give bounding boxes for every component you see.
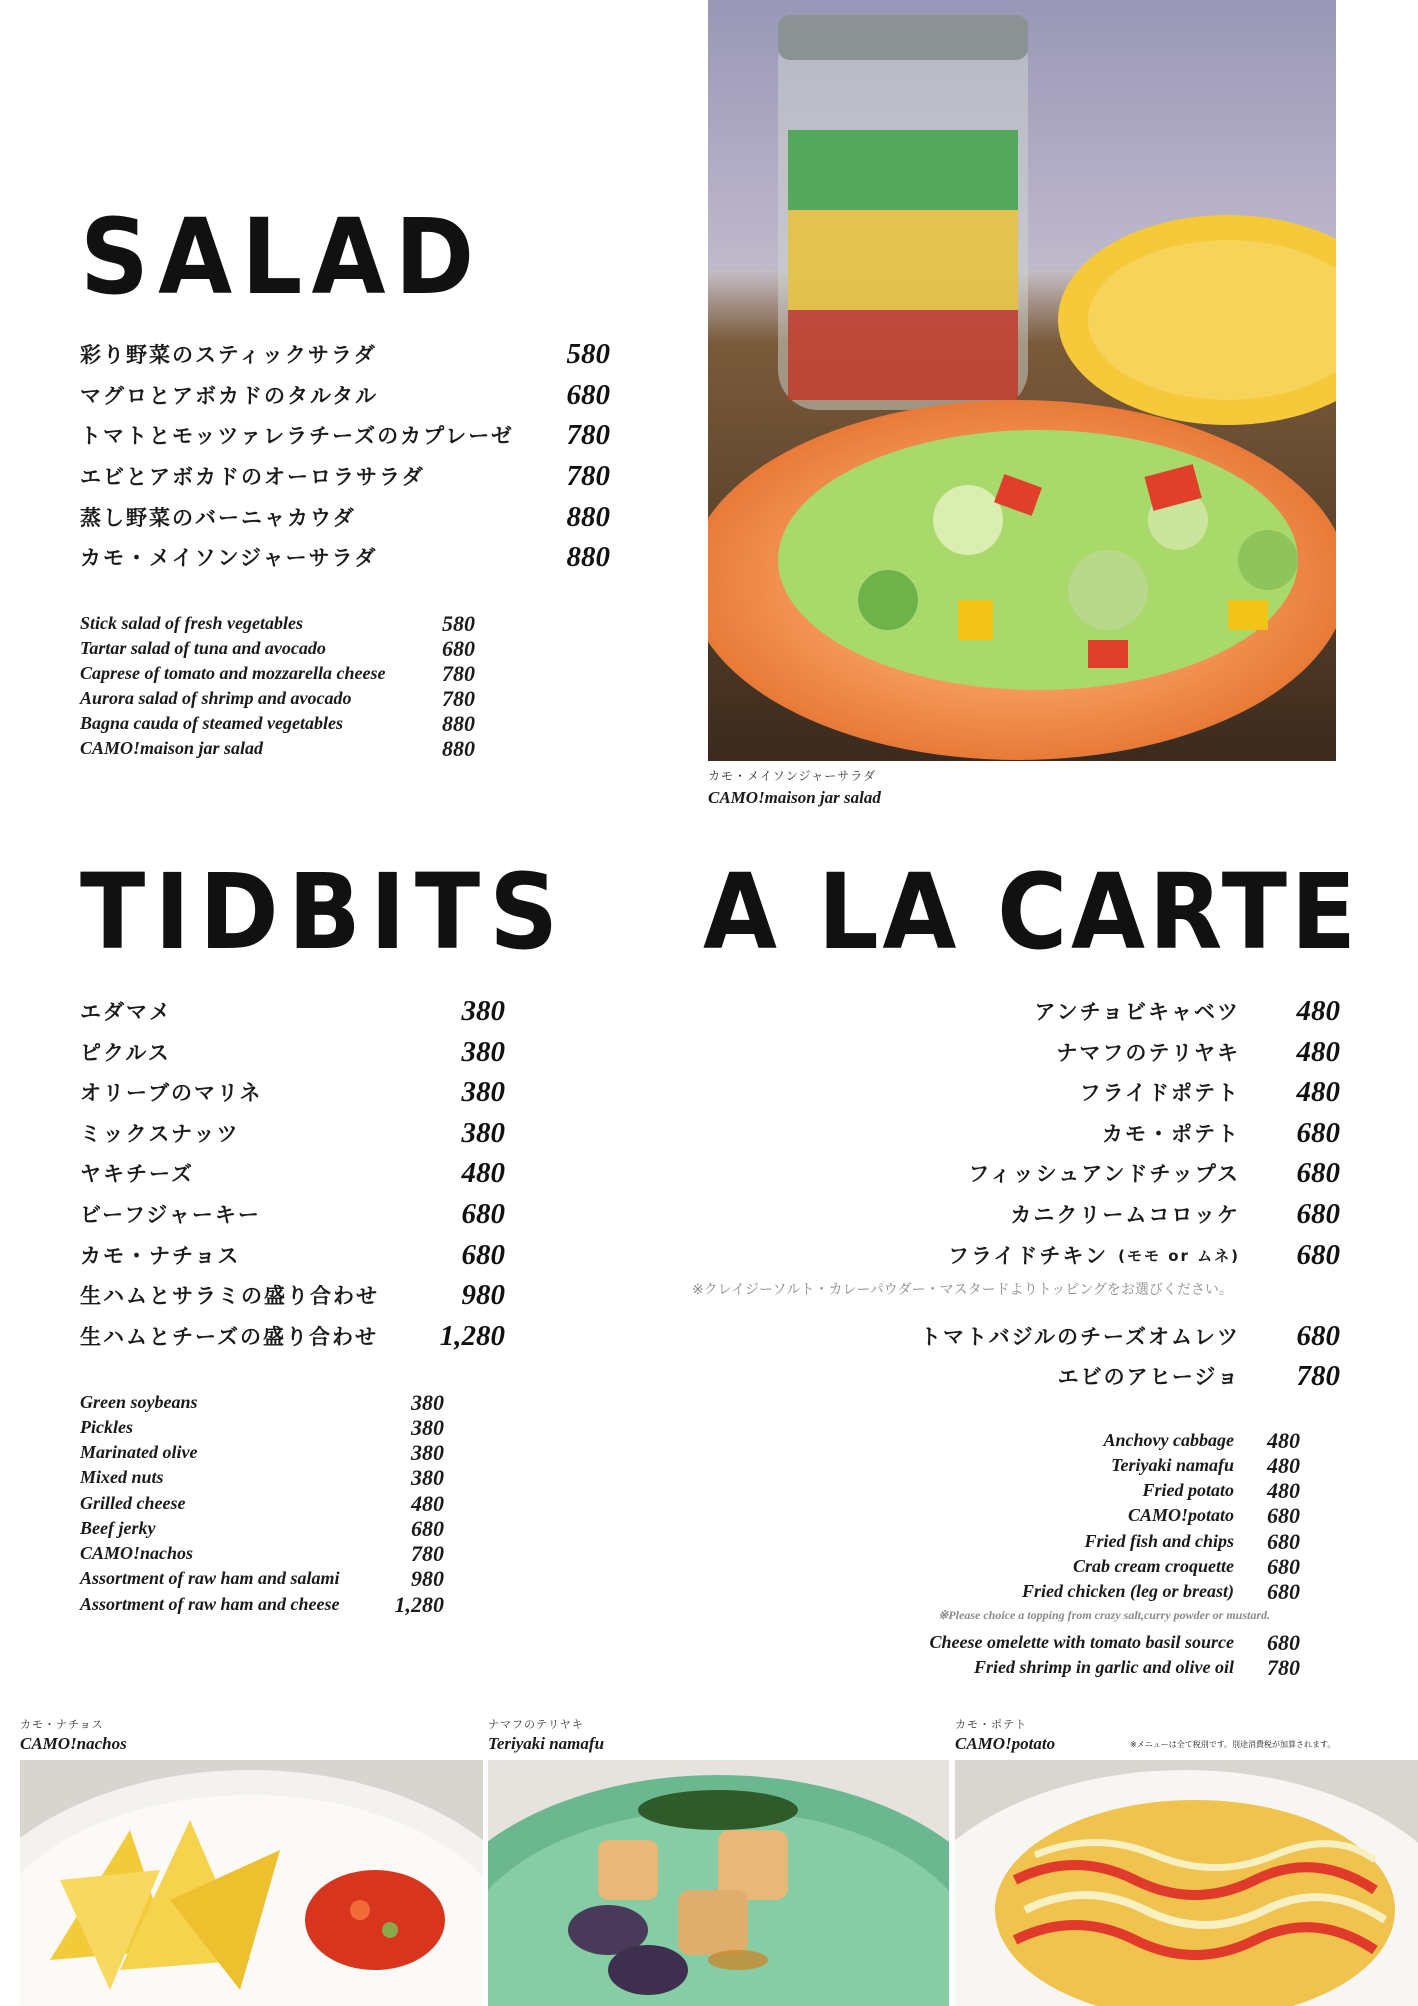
item-price-en: 1,280 (394, 1591, 444, 1617)
item-name: トマトとモッツァレラチーズのカプレーゼ (80, 424, 514, 448)
menu-item (820, 1235, 1340, 1275)
item-price: 780 (1296, 1359, 1340, 1392)
menu-item (820, 1194, 1340, 1234)
salad-title: SALAD (80, 196, 484, 318)
alacarte-title: A LA CARTE (703, 851, 1360, 973)
menu-item-en (860, 1428, 1300, 1453)
item-price: 580 (566, 337, 610, 370)
item-name-en: Fried fish and chips (1084, 1531, 1234, 1551)
menu-item (80, 375, 610, 415)
menu-item (80, 456, 610, 496)
menu-item (80, 1235, 505, 1275)
item-price-en: 380 (411, 1414, 444, 1440)
item-price: 680 (1296, 1197, 1340, 1230)
menu-item (820, 1356, 1340, 1396)
item-name: カモ・ナチョス (80, 1244, 241, 1268)
item-name: フィッシュアンドチップス (968, 1162, 1240, 1186)
menu-item-en (80, 1566, 444, 1591)
menu-item (80, 334, 610, 374)
potato-caption-jp: カモ・ポテト (955, 1718, 1027, 1731)
item-price: 980 (461, 1278, 505, 1311)
potato-caption-en: CAMO!potato (955, 1734, 1056, 1753)
item-price-en: 380 (411, 1464, 444, 1490)
item-price: 380 (461, 1035, 505, 1068)
topping-note-jp: ※クレイジーソルト・カレーパウダー・マスタードよりトッピングをお選びください。 (692, 1282, 1233, 1298)
menu-item (80, 1194, 505, 1234)
item-name-en: Bagna cauda of steamed vegetables (80, 713, 343, 733)
menu-item-en (860, 1529, 1300, 1554)
item-price: 380 (461, 994, 505, 1027)
menu-item (80, 1275, 505, 1315)
item-price: 680 (1296, 1116, 1340, 1149)
item-name-en: Tartar salad of tuna and avocado (80, 638, 326, 658)
item-name-en: Cheese omelette with tomato basil source (929, 1632, 1234, 1652)
menu-item-en (80, 1440, 444, 1465)
item-name: 蒸し野菜のバーニャカウダ (80, 506, 356, 530)
item-price-en: 680 (442, 635, 475, 661)
tidbits-title: TIDBITS (80, 851, 568, 973)
menu-item (820, 1153, 1340, 1193)
item-name: ミックスナッツ (80, 1122, 240, 1146)
item-name: フライドチキン (947, 1244, 1109, 1268)
menu-item-en (80, 611, 475, 636)
salad-photo (708, 0, 1336, 761)
item-name: オリーブのマリネ (80, 1081, 263, 1105)
item-price: 780 (566, 459, 610, 492)
salad-photo-caption-en: CAMO!maison jar salad (708, 788, 881, 807)
item-price-en: 680 (1267, 1528, 1300, 1554)
item-price-en: 380 (411, 1389, 444, 1415)
item-price-en: 880 (442, 735, 475, 761)
menu-item-en (80, 736, 475, 761)
item-name-en: Assortment of raw ham and cheese (80, 1594, 340, 1614)
item-name: ピクルス (80, 1041, 171, 1065)
item-name-en: Teriyaki namafu (1111, 1455, 1234, 1475)
item-name: マグロとアボカドのタルタル (80, 384, 379, 408)
topping-note-en: ※Please choice a topping from crazy salt,curry powder or mustard. (938, 1608, 1270, 1622)
item-price: 780 (566, 418, 610, 451)
item-name-en: Aurora salad of shrimp and avocado (80, 688, 352, 708)
menu-item-en (860, 1630, 1300, 1655)
potato-photo (955, 1760, 1418, 2006)
item-name-en: CAMO!maison jar salad (80, 738, 264, 758)
item-price-en: 880 (442, 710, 475, 736)
item-subtitle: (モモ or ムネ) (1118, 1246, 1240, 1265)
item-name: エダマメ (80, 1000, 172, 1024)
item-name: 生ハムとチーズの盛り合わせ (80, 1325, 378, 1349)
item-price: 380 (461, 1075, 505, 1108)
item-price: 380 (461, 1116, 505, 1149)
item-name-en: Crab cream croquette (1073, 1556, 1234, 1576)
item-price-en: 480 (1267, 1477, 1300, 1503)
item-name: ビーフジャーキー (80, 1203, 261, 1227)
item-name-en: Fried potato (1142, 1480, 1234, 1500)
item-price: 480 (1296, 994, 1340, 1027)
item-price: 480 (461, 1156, 505, 1189)
item-price-en: 780 (411, 1540, 444, 1566)
menu-item (80, 991, 505, 1031)
item-price-en: 680 (411, 1515, 444, 1541)
menu-item-en (80, 1491, 444, 1516)
item-name: エビとアボカドのオーロラサラダ (80, 465, 425, 489)
tax-note: ※メニューは全て税別です。別途消費税が加算されます。 (1130, 1740, 1336, 1749)
item-price: 880 (566, 500, 610, 533)
item-name-en: Grilled cheese (80, 1493, 186, 1513)
item-price: 680 (461, 1238, 505, 1271)
item-price-en: 780 (442, 685, 475, 711)
item-name: アンチョビキャベツ (1034, 1000, 1240, 1024)
item-price: 680 (461, 1197, 505, 1230)
menu-item-en (80, 1516, 444, 1541)
menu-item-en (860, 1478, 1300, 1503)
item-name-en: CAMO!potato (1127, 1505, 1234, 1525)
namafu-caption-en: Teriyaki namafu (488, 1734, 605, 1753)
item-name-en: Caprese of tomato and mozzarella cheese (80, 663, 386, 683)
item-price-en: 780 (442, 660, 475, 686)
menu-item-en (80, 1465, 444, 1490)
item-name: エビのアヒージョ (1057, 1365, 1240, 1389)
menu-item-en (860, 1554, 1300, 1579)
item-name: ナマフのテリヤキ (1056, 1041, 1240, 1065)
item-price-en: 680 (1267, 1578, 1300, 1604)
item-price-en: 680 (1267, 1502, 1300, 1528)
menu-item-en (80, 1541, 444, 1566)
nachos-photo (20, 1760, 483, 2006)
item-price: 880 (566, 540, 610, 573)
item-name: 生ハムとサラミの盛り合わせ (80, 1284, 379, 1308)
item-price: 1,280 (439, 1319, 505, 1352)
menu-item-en (860, 1655, 1300, 1680)
item-name: カニクリームコロッケ (1010, 1203, 1240, 1227)
menu-item (80, 415, 610, 455)
item-price: 680 (1296, 1319, 1340, 1352)
menu-item-en (80, 1415, 444, 1440)
menu-item-en (80, 1390, 444, 1415)
item-price-en: 480 (1267, 1427, 1300, 1453)
item-price-en: 580 (442, 610, 475, 636)
nachos-caption-jp: カモ・ナチョス (20, 1718, 104, 1731)
item-name-en: Marinated olive (80, 1442, 198, 1462)
item-name-en: Stick salad of fresh vegetables (80, 613, 303, 633)
item-price: 480 (1296, 1075, 1340, 1108)
menu-item-en (80, 686, 475, 711)
item-price: 680 (1296, 1238, 1340, 1271)
item-name-en: Pickles (80, 1417, 133, 1437)
item-price: 480 (1296, 1035, 1340, 1068)
nachos-caption-en: CAMO!nachos (20, 1734, 127, 1753)
menu-item (820, 991, 1340, 1031)
item-name-en: Fried chicken (leg or breast) (1022, 1581, 1234, 1601)
salad-photo-caption-jp: カモ・メイソンジャーサラダ (708, 769, 877, 783)
menu-item-en (860, 1579, 1300, 1604)
menu-item (820, 1316, 1340, 1356)
menu-item (820, 1032, 1340, 1072)
item-name: カモ・メイソンジャーサラダ (80, 546, 378, 570)
item-name-en: Anchovy cabbage (1103, 1430, 1234, 1450)
menu-item (80, 1316, 505, 1356)
item-name: トマトバジルのチーズオムレツ (919, 1325, 1240, 1349)
item-name-en: Assortment of raw ham and salami (80, 1568, 340, 1588)
menu-item (80, 497, 610, 537)
item-price-en: 980 (411, 1565, 444, 1591)
item-name: ヤキチーズ (80, 1162, 194, 1186)
menu-item-en (80, 636, 475, 661)
item-name-en: Fried shrimp in garlic and olive oil (973, 1657, 1234, 1677)
menu-item-en (860, 1503, 1300, 1528)
menu-item (80, 1032, 505, 1072)
item-price-en: 380 (411, 1439, 444, 1465)
item-name: 彩り野菜のスティックサラダ (80, 343, 377, 367)
item-name: フライドポテト (1079, 1081, 1240, 1105)
menu-item-en (860, 1453, 1300, 1478)
menu-item-en (80, 661, 475, 686)
item-price-en: 680 (1267, 1553, 1300, 1579)
menu-item (80, 1153, 505, 1193)
menu-item-en (80, 1592, 444, 1617)
namafu-photo (488, 1760, 949, 2006)
item-name-en: Green soybeans (80, 1392, 198, 1412)
item-name-en: Mixed nuts (80, 1467, 164, 1487)
item-name-en: Beef jerky (80, 1518, 156, 1538)
menu-item-en (80, 711, 475, 736)
item-name: カモ・ポテト (1102, 1122, 1240, 1146)
menu-item (80, 1113, 505, 1153)
menu-item (80, 1072, 505, 1112)
item-name-en: CAMO!nachos (80, 1543, 194, 1563)
item-price-en: 480 (1267, 1452, 1300, 1478)
item-price: 680 (566, 378, 610, 411)
menu-item (820, 1072, 1340, 1112)
item-price-en: 780 (1267, 1654, 1300, 1680)
menu-item (820, 1113, 1340, 1153)
menu-item (80, 537, 610, 577)
namafu-caption-jp: ナマフのテリヤキ (488, 1718, 584, 1731)
item-price: 680 (1296, 1156, 1340, 1189)
item-price-en: 680 (1267, 1629, 1300, 1655)
item-price-en: 480 (411, 1490, 444, 1516)
